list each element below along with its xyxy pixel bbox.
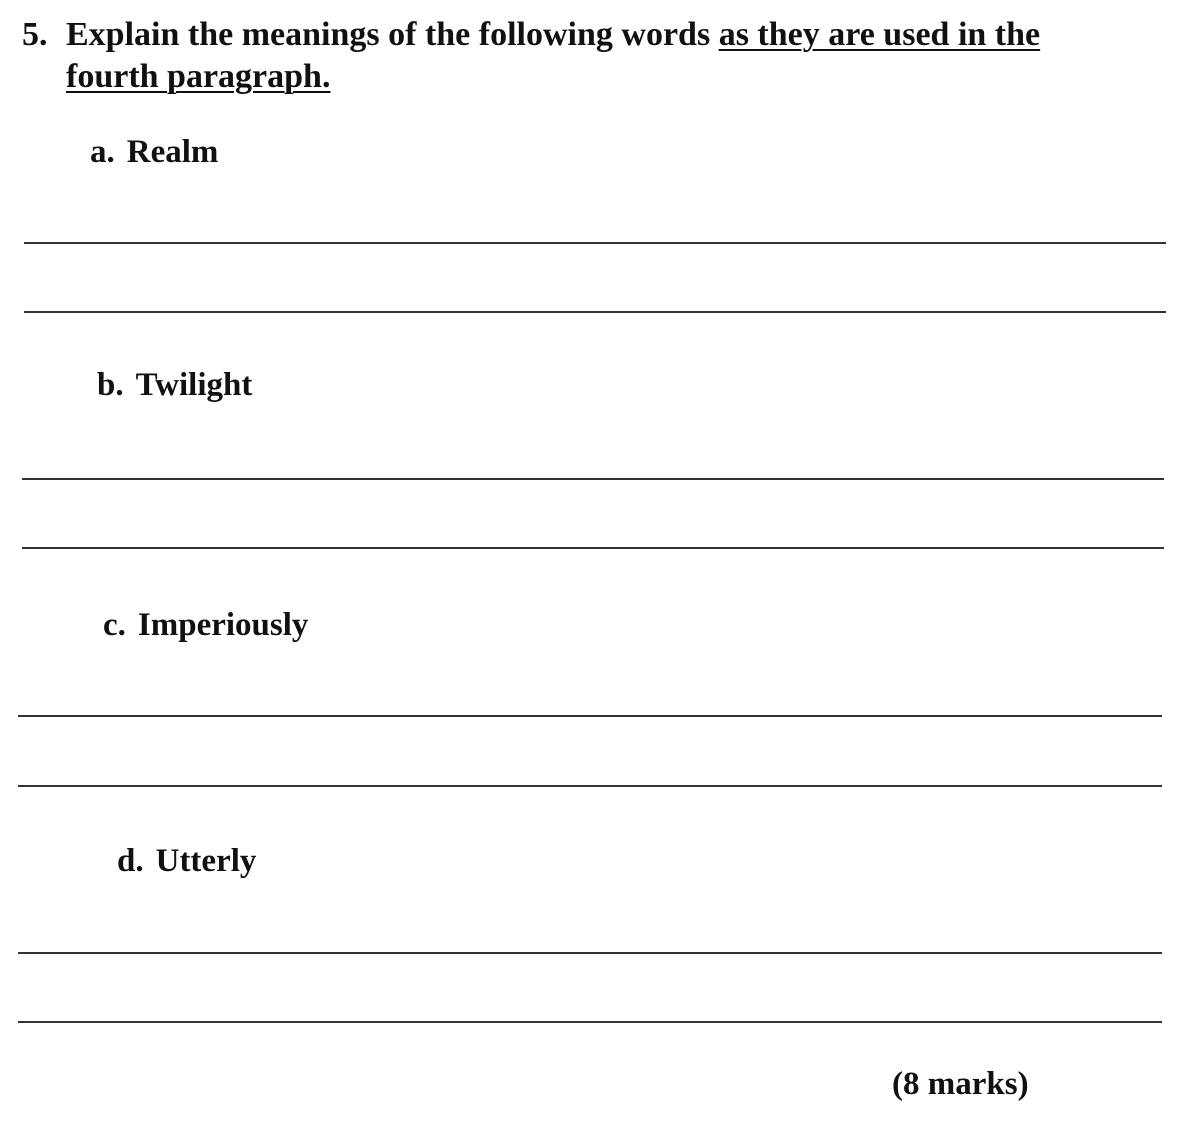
item-b [97, 365, 252, 405]
item-c [103, 605, 308, 645]
item-d [117, 841, 256, 881]
item-letter: a. [90, 134, 115, 170]
item-word: Utterly [155, 843, 257, 879]
question-text: Explain the meanings of the following words [66, 16, 711, 53]
item-word: Imperiously [137, 607, 309, 643]
answer-line[interactable] [18, 952, 1162, 954]
item-a [90, 132, 218, 172]
question-line-1 [22, 14, 1122, 56]
answer-line[interactable] [22, 547, 1164, 549]
item-letter: d. [117, 843, 144, 879]
answer-line[interactable] [18, 785, 1162, 787]
answer-line[interactable] [18, 715, 1162, 717]
answer-line[interactable] [24, 311, 1166, 313]
item-word: Twilight [135, 367, 253, 403]
marks-allocation: (8 marks) [892, 1066, 1029, 1102]
question-emphasis-1: as they are used in the [718, 16, 1041, 53]
question-emphasis-2: fourth paragraph. [66, 58, 331, 95]
question-number: 5. [22, 16, 48, 53]
answer-line[interactable] [22, 478, 1164, 480]
item-word: Realm [126, 134, 219, 170]
question-line-2 [22, 56, 1122, 98]
item-letter: c. [103, 607, 126, 643]
question-prompt [22, 14, 1122, 98]
item-letter: b. [97, 367, 124, 403]
answer-line[interactable] [24, 242, 1166, 244]
answer-line[interactable] [18, 1021, 1162, 1023]
